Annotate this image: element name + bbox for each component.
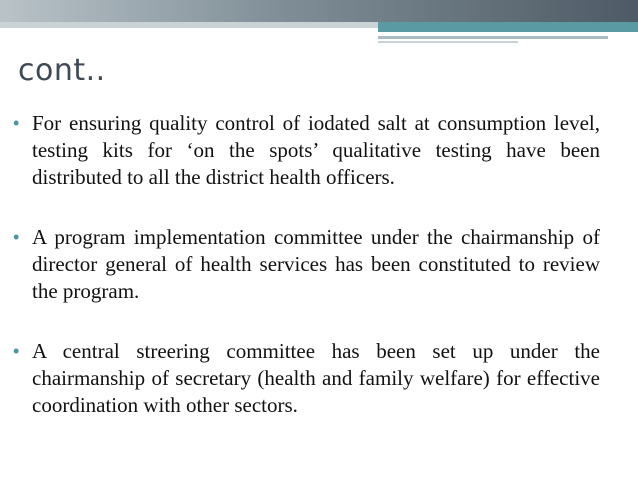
header-accent-line-short [378, 41, 518, 43]
bullet-item [10, 110, 600, 191]
bullet-text: A central streering committee has been set up under the chairmanship of secretary (health and family welfare) for effective coordination with other sectors. [32, 339, 600, 417]
bullet-text: For ensuring quality control of iodated salt at consumption level, testing kits for ‘on the spots’ qualitative testing have been distributed to all the district health officers. [32, 111, 600, 189]
slide-title: cont.. [18, 53, 106, 88]
header-decoration [0, 0, 638, 44]
header-band-teal [378, 22, 638, 32]
header-band-grey [0, 22, 378, 28]
bullet-marker-icon: • [13, 227, 20, 247]
bullet-list [10, 110, 600, 419]
bullet-marker-icon: • [13, 341, 20, 361]
bullet-item [10, 338, 600, 419]
header-accent-line [378, 36, 608, 39]
bullet-marker-icon: • [13, 113, 20, 133]
bullet-text: A program implementation committee under the chairmanship of director general of health services has been constituted to review the program. [32, 225, 600, 303]
bullet-item [10, 224, 600, 305]
header-band-dark [0, 0, 638, 22]
